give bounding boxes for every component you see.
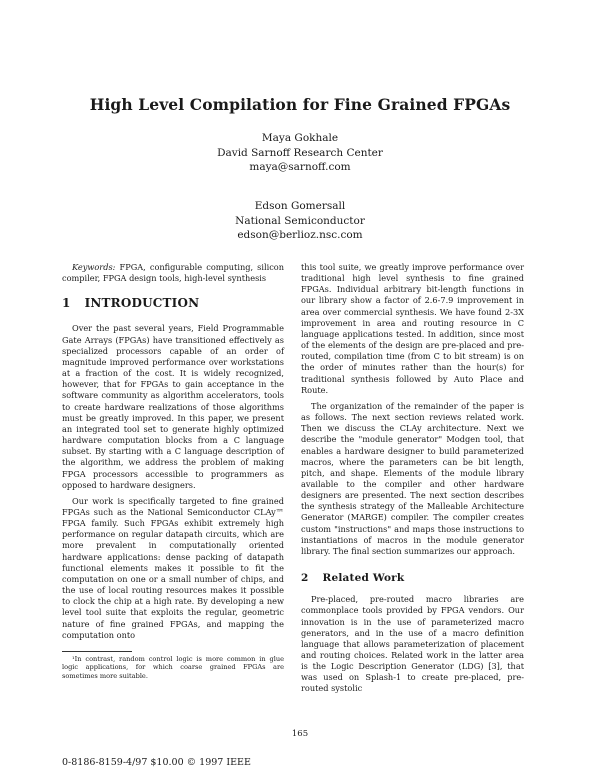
isbn-copyright-line: 0-8186-8159-4/97 $10.00 © 1997 IEEE xyxy=(62,757,251,768)
author-name: Edson Gomersall xyxy=(254,200,346,212)
author-1 xyxy=(0,131,600,175)
page-number: 165 xyxy=(291,729,309,739)
keywords-text: FPGA, configurable computing, silicon compiler, FPGA design tools, high-level synthesis xyxy=(62,262,284,284)
section-title: Related Work xyxy=(322,572,405,585)
author-affiliation: David Sarnoff Research Center xyxy=(217,146,383,159)
left-column xyxy=(62,262,284,685)
section-number: 1 xyxy=(62,296,71,311)
body-paragraph: this tool suite, we greatly improve performance over traditional high level synthesis to fine grained FPGAs. Individual arbitrary bit-length functions in our library show a factor of 2.6-7.9 improvement in area over commercial synthesis. We have found 2-3X improvement in area and routing resource in C language applications tested. In addition, since most of the elements of the design are pre-placed and pre-routed, compilation time (from C to bit stream) is on the order of minutes rather than the hour(s) for traditional synthesis followed by Auto Place and Route. xyxy=(301,262,524,395)
body-paragraph: Pre-placed, pre-routed macro libraries are commonplace tools provided by FPGA vendors. Our innovation is in the use of parameterized macro generators, and in the use of a macro definition language that allows parameterization of placement and routing choices. Related work in the latter area is the Logic Description Generator (LDG) [3], that was used on Splash-1 to create pre-placed, pre-routed systolic xyxy=(301,594,524,694)
author-email: maya@sarnoff.com xyxy=(249,161,351,173)
footnote: ¹In contrast, random control logic is more common in glue logic applications, for which coarse grained FPGAs are sometimes more suitable. xyxy=(62,654,284,680)
paper-title: High Level Compilation for Fine Grained FPGAs xyxy=(89,95,511,114)
body-paragraph: Over the past several years, Field Programmable Gate Arrays (FPGAs) have transitioned effectively as specialized processors capable of an order of magnitude improved performance over workstations at a fraction of the cost. It is widely recognized, however, that for FPGAs to gain acceptance in the software community as algorithm accelerators, tools to create hardware realizations of those algorithms must be greatly improved. In this paper, we present an integrated tool set to generate highly optimized hardware computation blocks from a C language subset. By starting with a C language description of the algorithm, we address the problem of making FPGA processors accessible to programmers as opposed to hardware designers. xyxy=(62,323,284,490)
author-name: Maya Gokhale xyxy=(261,132,339,144)
author-2 xyxy=(0,199,600,243)
author-email: edson@berlioz.nsc.com xyxy=(237,229,363,241)
keywords-label: Keywords: xyxy=(72,262,116,272)
keywords xyxy=(62,262,284,284)
body-paragraph: Our work is specifically targeted to fine grained FPGAs such as the National Semiconductor CLAy™ FPGA family. Such FPGAs exhibit extremely high performance on regular datapath circuits, which are more prevalent in computationally oriented hardware applications: dense packing of datapath functional elements makes it possible to fit the computation on one or a small number of chips, and the use of local routing resources makes it possible to clock the chip at a high rate. By developing a new level tool suite that exploits the regular, geometric nature of fine grained FPGAs, and mapping the computation onto xyxy=(62,495,284,640)
footnote-divider xyxy=(62,651,132,652)
section-heading-introduction xyxy=(62,298,284,309)
section-heading-related-work xyxy=(301,573,524,584)
section-title: INTRODUCTION xyxy=(84,296,200,311)
author-affiliation: National Semiconductor xyxy=(235,214,365,227)
section-number: 2 xyxy=(301,572,309,585)
body-paragraph: The organization of the remainder of the paper is as follows. The next section reviews related work. Then we discuss the CLAy architecture. Next we describe the "module generator" Modgen tool, that enables a hardware designer to build parameterized macros, where the parameters can be bit length, pitch, and shape. Elements of the module library available to the compiler and other hardware designers are presented. The next section describes the synthesis strategy of the Malleable Architecture Generator (MARGE) compiler. The compiler creates custom "instructions" and maps those instructions to instantiations of macros in the module generator library. The final section summarizes our approach. xyxy=(301,400,524,556)
right-column xyxy=(301,262,524,700)
